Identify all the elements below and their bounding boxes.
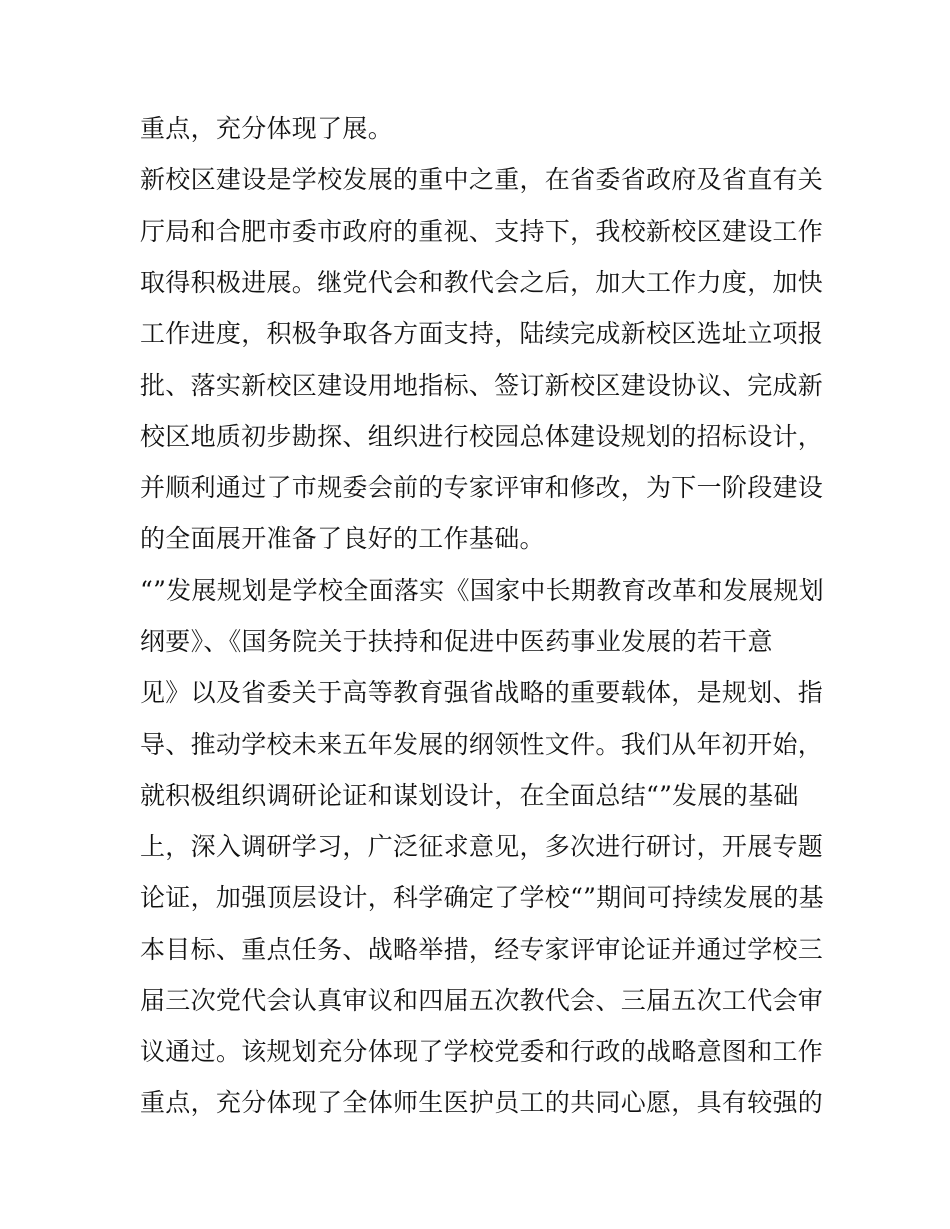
text-line: 工作进度，积极争取各方面支持，陆续完成新校区选址立项报 [140,319,824,348]
text-line: 议通过。该规划充分体现了学校党委和行政的战略意图和工作 [140,1037,824,1066]
text-line: 批、落实新校区建设用地指标、签订新校区建设协议、完成新 [140,371,824,400]
text-line: 新校区建设是学校发展的重中之重，在省委省政府及省直有关 [140,165,824,194]
text-line: 导、推动学校未来五年发展的纲领性文件。我们从年初开始， [140,730,824,759]
text-line: 上，深入调研学习，广泛征求意见，多次进行研讨，开展专题 [140,832,824,861]
text-line: 取得积极进展。继党代会和教代会之后，加大工作力度，加快 [140,268,824,297]
text-line: 就积极组织调研论证和谋划设计，在全面总结“”发展的基础 [140,781,799,810]
text-line: “”发展规划是学校全面落实《国家中长期教育改革和发展规划 [140,576,824,605]
text-line: 论证，加强顶层设计，科学确定了学校“”期间可持续发展的基 [140,883,824,912]
text-line: 纲要》、《国务院关于扶持和促进中医药事业发展的若干意 [140,627,773,656]
text-line: 厅局和合肥市委市政府的重视、支持下，我校新校区建设工作 [140,217,824,246]
text-line: 见》以及省委关于高等教育强省战略的重要载体，是规划、指 [140,678,824,707]
text-line: 届三次党代会认真审议和四届五次教代会、三届五次工代会审 [140,986,824,1015]
text-line: 的全面展开准备了良好的工作基础。 [140,524,545,553]
text-line: 并顺利通过了市规委会前的专家评审和修改，为下一阶段建设 [140,473,824,502]
text-line: 本目标、重点任务、战略举措，经专家评审论证并通过学校三 [140,935,824,964]
text-line: 重点，充分体现了全体师生医护员工的共同心愿，具有较强的 [140,1088,824,1117]
text-line: 校区地质初步勘探、组织进行校园总体建设规划的招标设计， [140,422,824,451]
text-line: 重点，充分体现了展。 [140,114,394,143]
